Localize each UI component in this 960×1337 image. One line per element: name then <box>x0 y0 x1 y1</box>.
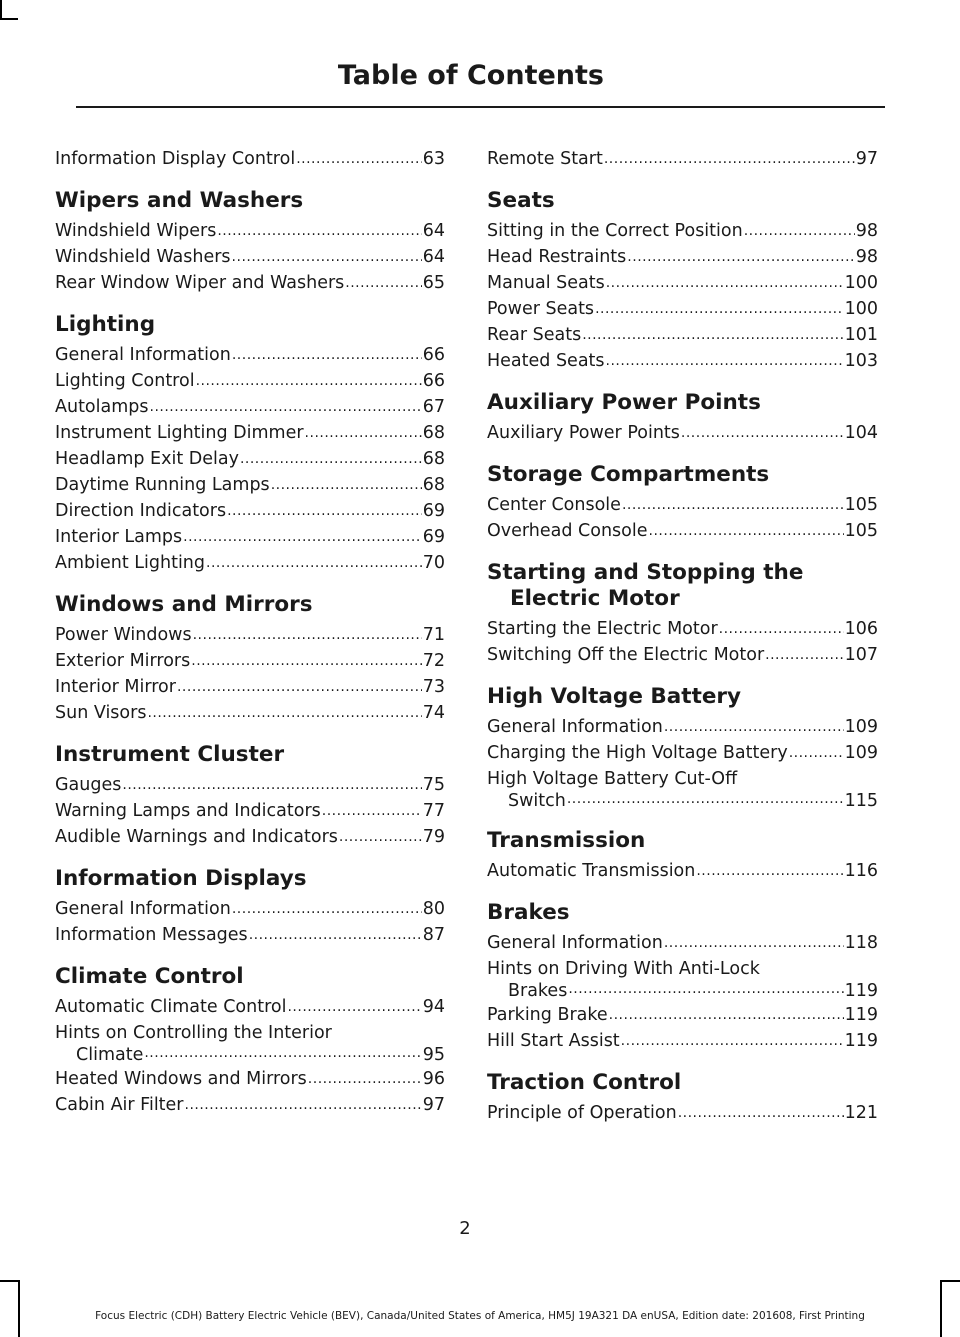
toc-entry-label: Daytime Running Lamps <box>55 475 270 495</box>
toc-entry-label: Audible Warnings and Indicators <box>55 827 338 847</box>
dot-leader <box>150 397 422 420</box>
toc-entry[interactable] <box>487 146 878 172</box>
toc-entry-label: Headlamp Exit Delay <box>55 449 239 469</box>
toc-entry[interactable] <box>55 244 445 270</box>
section-heading-text: High Voltage Battery <box>487 684 742 709</box>
toc-section <box>487 390 878 446</box>
toc-entry[interactable] <box>487 959 878 1002</box>
toc-entry-label: Autolamps <box>55 397 149 417</box>
toc-entry-label: Cabin Air Filter <box>55 1095 184 1115</box>
toc-entry-label: Starting the Electric Motor <box>487 619 718 639</box>
toc-entry-label: Head Restraints <box>487 247 627 267</box>
toc-entry[interactable] <box>55 994 445 1020</box>
dot-leader <box>664 717 844 740</box>
section-heading[interactable] <box>55 592 445 618</box>
section-heading[interactable] <box>487 390 878 416</box>
toc-entry[interactable] <box>55 622 445 648</box>
toc-entry-label: Instrument Lighting Dimmer <box>55 423 304 443</box>
toc-entry[interactable] <box>55 772 445 798</box>
toc-entry-label: Windshield Washers <box>55 247 231 267</box>
toc-entry-page: 74 <box>422 703 445 723</box>
dot-leader <box>678 1103 844 1126</box>
dot-leader <box>622 495 844 518</box>
toc-entry[interactable] <box>487 1100 878 1126</box>
dot-leader <box>744 221 855 244</box>
toc-entry[interactable] <box>55 342 445 368</box>
toc-section <box>487 462 878 544</box>
toc-entry-page: 100 <box>844 273 878 293</box>
toc-entry[interactable] <box>487 218 878 244</box>
toc-entry-label: Sun Visors <box>55 703 147 723</box>
toc-entry[interactable] <box>487 1028 878 1054</box>
dot-leader <box>147 703 421 726</box>
section-heading-text: Instrument Cluster <box>55 742 285 767</box>
dot-leader <box>191 651 421 674</box>
crop-mark-top-left <box>0 0 2 18</box>
toc-entry-page: 63 <box>422 149 445 169</box>
toc-entry[interactable] <box>55 368 445 394</box>
dot-leader <box>606 351 844 374</box>
toc-entry[interactable] <box>55 1092 445 1118</box>
toc-entry[interactable] <box>487 244 878 270</box>
toc-right-column <box>487 146 878 1126</box>
toc-entry-page: 104 <box>844 423 878 443</box>
dot-leader <box>595 299 844 322</box>
toc-entry-label: General Information <box>487 933 663 953</box>
toc-entry[interactable] <box>487 492 878 518</box>
toc-entry-page: 68 <box>422 475 445 495</box>
dot-leader <box>227 501 422 524</box>
section-heading-text: Traction Control <box>487 1070 682 1095</box>
toc-entry-label: Sitting in the Correct Position <box>487 221 743 241</box>
toc-entry-line2 <box>487 979 878 1002</box>
dot-leader <box>627 247 854 270</box>
toc-entry-page: 71 <box>422 625 445 645</box>
toc-entry[interactable] <box>55 498 445 524</box>
dot-leader <box>185 1095 422 1118</box>
toc-entry-label: Interior Lamps <box>55 527 183 547</box>
toc-section <box>55 592 445 726</box>
toc-entry-page: 64 <box>422 221 445 241</box>
toc-entry-page: 98 <box>855 247 878 267</box>
toc-entry-label: Hill Start Assist <box>487 1031 620 1051</box>
dot-leader <box>681 423 844 446</box>
dot-leader <box>193 625 422 648</box>
toc-entry-label-line1: Hints on Driving With Anti-Lock <box>487 959 760 979</box>
toc-entry-label-line1: High Voltage Battery Cut-Off <box>487 769 738 789</box>
toc-entry[interactable] <box>55 446 445 472</box>
toc-entry-page: 70 <box>422 553 445 573</box>
toc-section <box>487 684 878 812</box>
toc-section <box>55 866 445 948</box>
toc-entry-label: Switch <box>508 791 566 811</box>
toc-entry-label: General Information <box>487 717 663 737</box>
section-heading[interactable] <box>55 188 445 214</box>
toc-entry[interactable] <box>55 824 445 850</box>
dot-leader <box>322 801 422 824</box>
toc-entry-label: Parking Brake <box>487 1005 608 1025</box>
dot-leader <box>249 925 422 948</box>
toc-entry[interactable] <box>55 700 445 726</box>
dot-leader <box>696 861 843 884</box>
section-heading-text: Brakes <box>487 900 570 925</box>
section-heading[interactable] <box>487 900 878 926</box>
section-heading[interactable] <box>55 312 445 338</box>
toc-entry-label: Rear Seats <box>487 325 582 345</box>
toc-entry-page: 103 <box>844 351 878 371</box>
section-heading[interactable] <box>487 1070 878 1096</box>
toc-entry[interactable] <box>487 930 878 956</box>
dot-leader <box>568 979 843 1002</box>
section-heading[interactable] <box>487 560 878 612</box>
toc-entry-page: 67 <box>422 397 445 417</box>
toc-entry[interactable] <box>487 642 878 668</box>
dot-leader <box>664 933 844 956</box>
toc-entry[interactable] <box>55 524 445 550</box>
dot-leader <box>240 449 422 472</box>
toc-entry-label: General Information <box>55 899 231 919</box>
header-divider <box>76 106 885 108</box>
dot-leader <box>345 273 421 296</box>
toc-entry-page: 97 <box>855 149 878 169</box>
toc-entry-label: Automatic Transmission <box>487 861 696 881</box>
toc-entry-page: 101 <box>844 325 878 345</box>
toc-entry-page: 119 <box>844 1031 878 1051</box>
toc-entry-label: Power Seats <box>487 299 595 319</box>
toc-entry-page: 66 <box>422 345 445 365</box>
toc-entry-page: 66 <box>422 371 445 391</box>
dot-leader <box>232 899 422 922</box>
page-title: Table of Contents <box>337 60 604 91</box>
section-heading[interactable] <box>55 866 445 892</box>
toc-entry[interactable] <box>55 394 445 420</box>
toc-entry-page: 115 <box>844 791 878 811</box>
toc-entry-page: 118 <box>844 933 878 953</box>
toc-entry-label: Rear Window Wiper and Washers <box>55 273 345 293</box>
toc-entry[interactable] <box>487 518 878 544</box>
toc-entry-label: Climate <box>76 1045 144 1065</box>
toc-entry-page: 105 <box>844 495 878 515</box>
toc-entry-label: Gauges <box>55 775 122 795</box>
toc-section <box>487 560 878 668</box>
toc-entry-page: 121 <box>844 1103 878 1123</box>
section-heading[interactable] <box>55 742 445 768</box>
toc-entry-label: Switching Off the Electric Motor <box>487 645 765 665</box>
toc-section <box>55 742 445 850</box>
toc-section <box>487 900 878 1054</box>
crop-mark-bottom-left-h <box>0 1280 18 1282</box>
toc-entry-label: Charging the High Voltage Battery <box>487 743 788 763</box>
section-heading-text: Information Displays <box>55 866 307 891</box>
toc-entry-line2 <box>487 789 878 812</box>
toc-entry-page: 77 <box>422 801 445 821</box>
toc-section <box>55 964 445 1118</box>
dot-leader <box>765 645 843 668</box>
dot-leader <box>206 553 422 576</box>
toc-entry[interactable] <box>55 674 445 700</box>
toc-entry[interactable] <box>55 648 445 674</box>
toc-entry-label: Principle of Operation <box>487 1103 677 1123</box>
toc-entry[interactable] <box>487 322 878 348</box>
page-footer: Focus Electric (CDH) Battery Electric Vehicle (BEV), Canada/United States of America, HM5J 19A321 DA enUSA, Edition date: 201608, First Printing <box>95 1310 865 1322</box>
toc-entry[interactable] <box>487 714 878 740</box>
toc-entry-page: 75 <box>422 775 445 795</box>
section-heading-text: Transmission <box>487 828 646 853</box>
toc-entry-label: Remote Start <box>487 149 603 169</box>
toc-entry-page: 80 <box>422 899 445 919</box>
toc-entry-page: 79 <box>422 827 445 847</box>
toc-entry-page: 95 <box>422 1045 445 1065</box>
dot-leader <box>609 1005 844 1028</box>
section-heading-text: Storage Compartments <box>487 462 770 487</box>
toc-entry-label: Heated Seats <box>487 351 605 371</box>
toc-entry[interactable] <box>487 858 878 884</box>
dot-leader <box>287 997 421 1020</box>
toc-entry-label: Overhead Console <box>487 521 648 541</box>
toc-entry-page: 106 <box>844 619 878 639</box>
toc-entry-label: Exterior Mirrors <box>55 651 191 671</box>
toc-entry[interactable] <box>55 1023 445 1066</box>
toc-entry-label: Windshield Wipers <box>55 221 217 241</box>
toc-entry[interactable] <box>55 550 445 576</box>
toc-entry-page: 107 <box>844 645 878 665</box>
toc-entry[interactable] <box>55 218 445 244</box>
toc-entry-label: Manual Seats <box>487 273 605 293</box>
toc-entry[interactable] <box>55 270 445 296</box>
section-heading-text: Lighting <box>55 312 156 337</box>
toc-entry-line2 <box>55 1043 445 1066</box>
toc-entry-label: Ambient Lighting <box>55 553 206 573</box>
dot-leader <box>217 221 421 244</box>
dot-leader <box>621 1031 844 1054</box>
crop-mark-bottom-left <box>18 1280 20 1337</box>
toc-entry-label: Auxiliary Power Points <box>487 423 680 443</box>
toc-entry[interactable] <box>487 616 878 642</box>
toc-entry[interactable] <box>487 348 878 374</box>
toc-entry-label: Automatic Climate Control <box>55 997 287 1017</box>
section-heading[interactable] <box>487 684 878 710</box>
toc-entry-label: General Information <box>55 345 231 365</box>
dot-leader <box>144 1043 421 1066</box>
dot-leader <box>232 345 422 368</box>
toc-entry-label: Information Messages <box>55 925 248 945</box>
dot-leader <box>582 325 843 348</box>
dot-leader <box>122 775 421 798</box>
dot-leader <box>604 149 855 172</box>
toc-entry-label: Power Windows <box>55 625 192 645</box>
dot-leader <box>567 789 844 812</box>
dot-leader <box>296 149 422 172</box>
dot-leader <box>789 743 844 766</box>
toc-entry-page: 68 <box>422 449 445 469</box>
toc-entry-label: Warning Lamps and Indicators <box>55 801 321 821</box>
toc-entry-page: 116 <box>844 861 878 881</box>
dot-leader <box>177 677 422 700</box>
section-heading-text: Seats <box>487 188 555 213</box>
toc-entry-label: Heated Windows and Mirrors <box>55 1069 307 1089</box>
dot-leader <box>271 475 422 498</box>
toc-entry-page: 87 <box>422 925 445 945</box>
toc-entry-label: Brakes <box>508 981 568 1001</box>
dot-leader <box>232 247 422 270</box>
section-heading-text: Wipers and Washers <box>55 188 304 213</box>
section-heading[interactable] <box>55 964 445 990</box>
toc-entry-label: Lighting Control <box>55 371 195 391</box>
toc-entry[interactable] <box>55 922 445 948</box>
toc-entry[interactable] <box>55 472 445 498</box>
toc-section <box>55 188 445 296</box>
toc-entry-page: 64 <box>422 247 445 267</box>
toc-entry[interactable] <box>487 296 878 322</box>
section-heading[interactable] <box>487 188 878 214</box>
toc-entry-page: 119 <box>844 981 878 1001</box>
page-number: 2 <box>459 1218 471 1239</box>
toc-left-column <box>55 146 445 1118</box>
toc-entry-page: 98 <box>855 221 878 241</box>
toc-entry-page: 69 <box>422 501 445 521</box>
dot-leader <box>649 521 844 544</box>
section-heading[interactable] <box>487 462 878 488</box>
toc-section <box>55 312 445 576</box>
toc-entry-label: Information Display Control <box>55 149 296 169</box>
toc-entry-label-line1: Hints on Controlling the Interior <box>55 1023 332 1043</box>
crop-mark-top-left-h <box>0 18 18 20</box>
dot-leader <box>305 423 422 446</box>
toc-entry[interactable] <box>55 896 445 922</box>
section-heading-text: Auxiliary Power Points <box>487 390 761 415</box>
toc-entry-page: 72 <box>422 651 445 671</box>
toc-entry-page: 119 <box>844 1005 878 1025</box>
toc-entry-page: 105 <box>844 521 878 541</box>
crop-mark-bottom-right <box>940 1280 942 1337</box>
toc-section <box>487 1070 878 1126</box>
toc-entry-page: 73 <box>422 677 445 697</box>
toc-entry-page: 94 <box>422 997 445 1017</box>
toc-entry[interactable] <box>55 146 445 172</box>
section-heading[interactable] <box>487 828 878 854</box>
toc-entry[interactable] <box>487 270 878 296</box>
toc-entry[interactable] <box>487 740 878 766</box>
toc-section <box>487 188 878 374</box>
dot-leader <box>719 619 844 642</box>
toc-entry[interactable] <box>487 769 878 812</box>
dot-leader <box>196 371 422 394</box>
toc-entry[interactable] <box>55 420 445 446</box>
toc-entry-page: 109 <box>844 743 878 763</box>
crop-mark-bottom-right-h <box>942 1280 960 1282</box>
toc-entry[interactable] <box>55 1066 445 1092</box>
section-heading-text-cont: Electric Motor <box>510 586 680 611</box>
section-heading-text: Starting and Stopping the <box>487 560 804 585</box>
toc-entry-label: Center Console <box>487 495 621 515</box>
toc-entry[interactable] <box>487 420 878 446</box>
dot-leader <box>339 827 422 850</box>
toc-entry-page: 69 <box>422 527 445 547</box>
dot-leader <box>606 273 844 296</box>
section-heading-text: Climate Control <box>55 964 244 989</box>
toc-entry-label: Interior Mirror <box>55 677 176 697</box>
dot-leader <box>308 1069 422 1092</box>
toc-section <box>487 828 878 884</box>
toc-entry-page: 100 <box>844 299 878 319</box>
section-heading-text: Windows and Mirrors <box>55 592 313 617</box>
toc-entry-page: 65 <box>422 273 445 293</box>
toc-entry-page: 109 <box>844 717 878 737</box>
toc-entry-label: Direction Indicators <box>55 501 227 521</box>
dot-leader <box>183 527 422 550</box>
toc-entry[interactable] <box>55 798 445 824</box>
toc-entry[interactable] <box>487 1002 878 1028</box>
toc-entry-page: 68 <box>422 423 445 443</box>
toc-entry-page: 97 <box>422 1095 445 1115</box>
toc-entry-page: 96 <box>422 1069 445 1089</box>
